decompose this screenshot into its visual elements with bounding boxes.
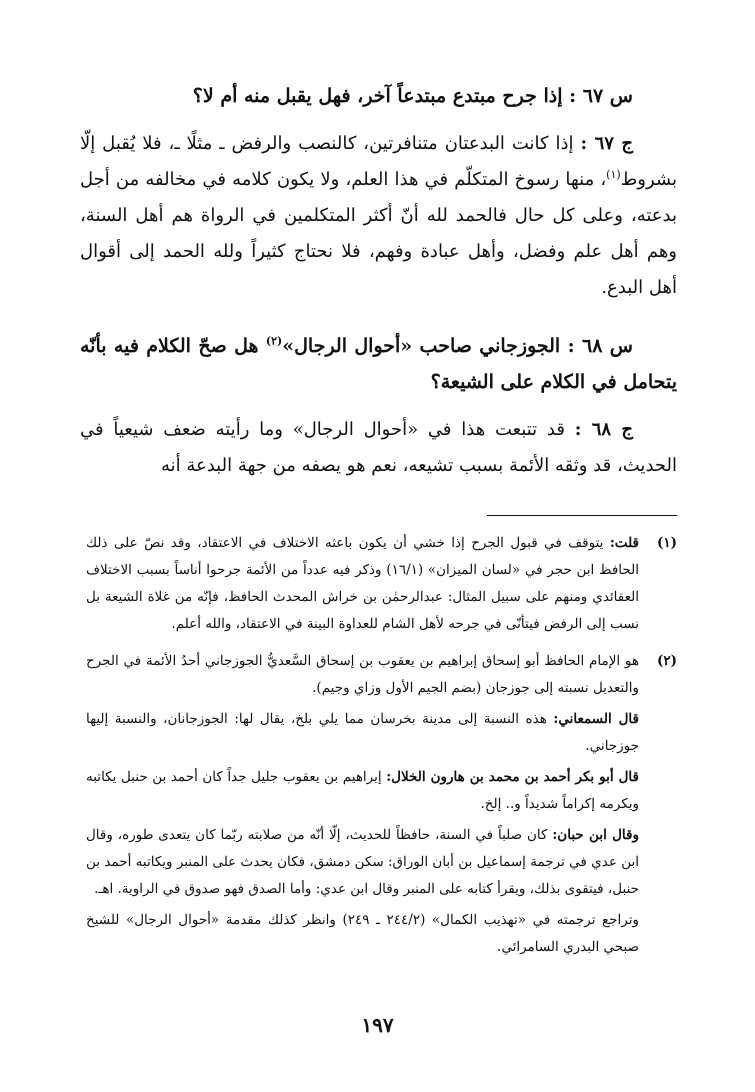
footnote-label: قال أبو بكر أحمد بن محمد بن هارون الخلال: bbox=[386, 769, 639, 785]
footnote-body: كان صلباً في السنة، حافظاً للحديث، إلّا أنّه من صلابته ربّما كان يتعدى طوره، وقال ابن عدي في ترجمة إسماعيل بن أبان الوراق: سكن دمشق، فكان يحدث على المنبر ويكاتبه أحمد بن حنبل، فيتقوى بذلك، ويقرأ كتابه على المنبر وقال ابن عدي: وأما الصدق فهو صدوق في الراوية. اهـ. bbox=[86, 827, 639, 897]
question-67 bbox=[80, 78, 677, 114]
footnote-body: هذه النسبة إلى مدينة بخرسان مما يلي بلخ، يقال لها: الجوزجانان، والنسبة إليها جوزجاني. bbox=[86, 711, 639, 754]
answer-label: ج ٦٨ : bbox=[574, 419, 633, 440]
question-text: إذا جرح مبتدع مبتدعاً آخر، فهل يقبل منه أم لا؟ bbox=[192, 85, 563, 107]
footnote-1 bbox=[86, 530, 677, 642]
question-68 bbox=[80, 328, 677, 400]
question-label: س ٦٧ : bbox=[569, 85, 633, 107]
answer-67 bbox=[80, 126, 677, 306]
footnotes bbox=[86, 530, 677, 971]
page-number: ١٩٧ bbox=[361, 1013, 394, 1037]
footnote-label: قلت: bbox=[609, 535, 639, 551]
answer-text: إذا كانت البدعتان متنافرتين، كالنصب والرفض ـ مثلًا ـ، فلا يُقبل إلّا بشروط bbox=[80, 133, 677, 190]
answer-text-cont: ، منها رسوخ المتكلّم في هذا العلم، ولا يكون كلامه في مخالفه من أجل بدعته، وعلى كل حال فالحمد لله أنّ أكثر المتكلمين في الرواة هم أهل السنة، وهم أهل علم وفضل، وأهل عبادة وفهم، فلا نحتاج كثيراً ولله الحمد إلى أقوال أهل البدع. bbox=[80, 169, 677, 298]
footnote-para bbox=[86, 706, 639, 760]
footnote-ref-1[interactable]: (١) bbox=[606, 168, 621, 181]
footnote-number: (١) bbox=[656, 535, 677, 551]
footnote-text bbox=[86, 648, 639, 965]
footnote-para bbox=[86, 764, 639, 818]
footnote-number: (٢) bbox=[656, 653, 677, 669]
main-text bbox=[80, 78, 677, 484]
footnote-2 bbox=[86, 648, 677, 965]
answer-text: قد تتبعت هذا في «أحوال الرجال» وما رأيته ضعف شيعياً في الحديث، قد وثقه الأئمة بسبب تشيعه، نعم هو يصفه من جهة البدعة أنه bbox=[80, 419, 677, 476]
footnote-body: يتوقف في قبول الجرح إذا خشي أن يكون باعثه الاختلاف في الاعتقاد، وقد نصّ على ذلك الحافظ ابن حجر في «لسان الميزان» (١٦/١) وذكر فيه عدداً من الأئمة جرحوا أناساً بسبب الاختلاف العقائدي ومنهم على سبيل المثال: عبدالرحمٰن بن خراش المحدث الحافظ، فإنّه من غلاة الشيعة بل نسب إلى الرفض فيتأنّى في جرحه لأهل الشام للعداوة البينة في الاعتقاد، والله أعلم. bbox=[86, 535, 639, 632]
answer-68 bbox=[80, 412, 677, 484]
footnote-para bbox=[86, 822, 639, 903]
footnote-para: وتراجع ترجمته في «تهذيب الكمال» (٢٤٤/٢ ـ ٢٤٩) وانظر كذلك مقدمة «أحوال الرجال» للشيخ صبحي البدري السامرائي. bbox=[86, 912, 639, 955]
footnote-para: هو الإمام الحافظ أبو إسحاق إبراهيم بن يعقوب بن إسحاق السَّعديُّ الجوزجاني أحدُ الأئمة في الجرح والتعديل نسبته إلى جوزجان (بضم الجيم الأول وزاي وجيم). bbox=[86, 653, 639, 696]
question-text: الجوزجاني صاحب «أحوال الرجال» bbox=[282, 335, 561, 357]
question-text-cont: هل صحّ الكلام فيه بأنّه يتحامل في الكلام على الشيعة؟ bbox=[80, 335, 677, 393]
footnote-label: قال السمعاني: bbox=[553, 711, 639, 727]
footnote-body: إبراهيم بن يعقوب جليل جداً كان أحمد بن حنبل يكاتبه ويكرمه إكراماً شديداً و.. إلخ. bbox=[86, 769, 639, 812]
footnote-ref-2[interactable]: (٢) bbox=[265, 334, 283, 348]
answer-label: ج ٦٧ : bbox=[580, 133, 633, 154]
footnote-divider bbox=[487, 515, 677, 516]
question-label: س ٦٨ : bbox=[567, 335, 633, 357]
footnote-label: وقال ابن حبان: bbox=[552, 827, 640, 843]
footnote-text bbox=[86, 530, 639, 642]
